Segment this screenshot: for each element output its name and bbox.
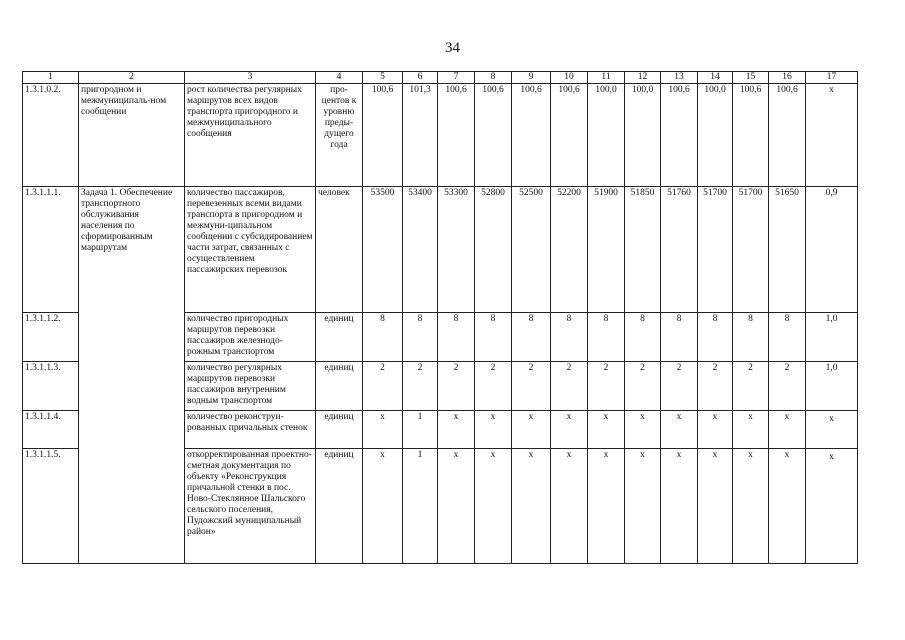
row-value: 8 bbox=[475, 313, 512, 362]
column-header: 14 bbox=[698, 72, 733, 84]
column-header: 10 bbox=[551, 72, 588, 84]
row-last-value: 1,0 bbox=[806, 362, 858, 411]
row-value: х bbox=[551, 411, 588, 449]
row-value: х bbox=[438, 449, 475, 564]
row-value: х bbox=[475, 411, 512, 449]
row-value: 100,6 bbox=[551, 84, 588, 187]
row-value: 1 bbox=[403, 411, 438, 449]
row-value: 100,6 bbox=[661, 84, 698, 187]
row-value: 2 bbox=[625, 362, 661, 411]
row-code: 1.3.1.1.4. bbox=[23, 411, 79, 449]
row-value: 8 bbox=[551, 313, 588, 362]
row-value: 2 bbox=[769, 362, 806, 411]
row-value: 2 bbox=[475, 362, 512, 411]
column-header: 7 bbox=[438, 72, 475, 84]
row-value: 2 bbox=[733, 362, 769, 411]
row-value: 100,6 bbox=[512, 84, 551, 187]
row-value: 100,0 bbox=[588, 84, 625, 187]
row-value: 8 bbox=[363, 313, 403, 362]
indicators-table bbox=[22, 71, 858, 564]
row-task: пригородном и межмуниципаль-ном сообщении bbox=[79, 84, 185, 187]
column-header: 13 bbox=[661, 72, 698, 84]
row-value: 51900 bbox=[588, 187, 625, 313]
row-value: 100,6 bbox=[438, 84, 475, 187]
row-value: 53500 bbox=[363, 187, 403, 313]
row-value: х bbox=[769, 449, 806, 564]
row-value: 51700 bbox=[698, 187, 733, 313]
row-unit: единиц bbox=[316, 362, 363, 411]
row-value: 8 bbox=[769, 313, 806, 362]
column-header: 16 bbox=[769, 72, 806, 84]
row-value: х bbox=[588, 411, 625, 449]
row-code: 1.3.1.1.2. bbox=[23, 313, 79, 362]
row-indicator: рост количества регулярных маршрутов всех видов транспорта пригородного и межмуниципального сообщения bbox=[185, 84, 316, 187]
row-value: 2 bbox=[551, 362, 588, 411]
row-code: 1.3.1.1.5. bbox=[23, 449, 79, 564]
row-value: 1 bbox=[403, 449, 438, 564]
row-indicator: количество пригородных маршрутов перевозки пассажиров железнодо-рожным транспортом bbox=[185, 313, 316, 362]
row-indicator: откорректированная проектно-сметная документация по объекту «Реконструкция причальной стенки в пос. Ново-Стеклянное Шальского сельского поселения, Пудожский муниципальный район» bbox=[185, 449, 316, 564]
row-value: 8 bbox=[438, 313, 475, 362]
row-value: 52500 bbox=[512, 187, 551, 313]
row-last-value: 1,0 bbox=[806, 313, 858, 362]
row-unit: единиц bbox=[316, 411, 363, 449]
row-code: 1.3.1.1.3. bbox=[23, 362, 79, 411]
row-value: х bbox=[769, 411, 806, 449]
row-value: 100,6 bbox=[475, 84, 512, 187]
row-value: 8 bbox=[403, 313, 438, 362]
row-unit: единиц bbox=[316, 313, 363, 362]
row-value: 8 bbox=[698, 313, 733, 362]
row-unit: про-центов к уровню преды-дущего года bbox=[316, 84, 363, 187]
table-row bbox=[23, 84, 858, 187]
row-unit: единиц bbox=[316, 449, 363, 564]
row-value: х bbox=[363, 411, 403, 449]
row-value: 100,6 bbox=[769, 84, 806, 187]
row-last-value: 0,9 bbox=[806, 187, 858, 313]
row-value: 52800 bbox=[475, 187, 512, 313]
row-code: 1.3.1.1.1. bbox=[23, 187, 79, 313]
row-value: 8 bbox=[733, 313, 769, 362]
row-last-value: х bbox=[806, 411, 858, 449]
row-value: х bbox=[661, 411, 698, 449]
row-value: 53400 bbox=[403, 187, 438, 313]
column-header: 2 bbox=[79, 72, 185, 84]
row-last-value: х bbox=[806, 449, 858, 564]
row-unit: человек bbox=[316, 187, 363, 313]
row-value: 101,3 bbox=[403, 84, 438, 187]
column-header: 15 bbox=[733, 72, 769, 84]
row-value: 100,6 bbox=[363, 84, 403, 187]
row-value: 2 bbox=[403, 362, 438, 411]
row-value: 2 bbox=[698, 362, 733, 411]
row-indicator: количество регулярных маршрутов перевозки пассажиров внутренним водным транспортом bbox=[185, 362, 316, 411]
column-header: 3 bbox=[185, 72, 316, 84]
column-header: 12 bbox=[625, 72, 661, 84]
row-value: 100,0 bbox=[625, 84, 661, 187]
row-value: 51700 bbox=[733, 187, 769, 313]
column-header: 5 bbox=[363, 72, 403, 84]
row-value: 100,6 bbox=[733, 84, 769, 187]
row-task: Задача 1. Обеспечение транспортного обслуживания населения по сформированным маршрутам bbox=[79, 187, 185, 564]
row-value: 8 bbox=[512, 313, 551, 362]
row-value: х bbox=[512, 411, 551, 449]
row-value: х bbox=[551, 449, 588, 564]
row-value: 51650 bbox=[769, 187, 806, 313]
column-header: 1 bbox=[23, 72, 79, 84]
column-header: 11 bbox=[588, 72, 625, 84]
row-value: х bbox=[512, 449, 551, 564]
row-value: 2 bbox=[588, 362, 625, 411]
row-value: 2 bbox=[512, 362, 551, 411]
row-value: 100,0 bbox=[698, 84, 733, 187]
row-value: 53300 bbox=[438, 187, 475, 313]
row-value: 2 bbox=[363, 362, 403, 411]
column-header: 17 bbox=[806, 72, 858, 84]
row-value: 2 bbox=[661, 362, 698, 411]
row-indicator: количество реконструи-рованных причальных стенок bbox=[185, 411, 316, 449]
row-value: х bbox=[698, 411, 733, 449]
row-value: 8 bbox=[625, 313, 661, 362]
row-last-value: х bbox=[806, 84, 858, 187]
row-value: х bbox=[733, 411, 769, 449]
row-value: 2 bbox=[438, 362, 475, 411]
row-value: 52200 bbox=[551, 187, 588, 313]
row-value: х bbox=[363, 449, 403, 564]
row-value: х bbox=[733, 449, 769, 564]
row-value: х bbox=[438, 411, 475, 449]
row-value: х bbox=[625, 449, 661, 564]
column-header: 4 bbox=[316, 72, 363, 84]
row-value: х bbox=[698, 449, 733, 564]
row-value: 8 bbox=[588, 313, 625, 362]
page-number: 34 bbox=[445, 40, 460, 56]
row-value: х bbox=[661, 449, 698, 564]
column-header: 8 bbox=[475, 72, 512, 84]
row-value: 8 bbox=[661, 313, 698, 362]
row-value: х bbox=[588, 449, 625, 564]
table-row bbox=[23, 187, 858, 313]
row-value: 51760 bbox=[661, 187, 698, 313]
row-indicator: количество пассажиров, перевезенных всеми видами транспорта в пригородном и межмуни-ципальном сообщении с субсидированием части затрат, связанных с осуществлением пассажирских перевозок bbox=[185, 187, 316, 313]
header-row bbox=[23, 72, 858, 84]
row-value: х bbox=[625, 411, 661, 449]
row-value: 51850 bbox=[625, 187, 661, 313]
column-header: 6 bbox=[403, 72, 438, 84]
column-header: 9 bbox=[512, 72, 551, 84]
row-code: 1.3.1.0.2. bbox=[23, 84, 79, 187]
row-value: х bbox=[475, 449, 512, 564]
